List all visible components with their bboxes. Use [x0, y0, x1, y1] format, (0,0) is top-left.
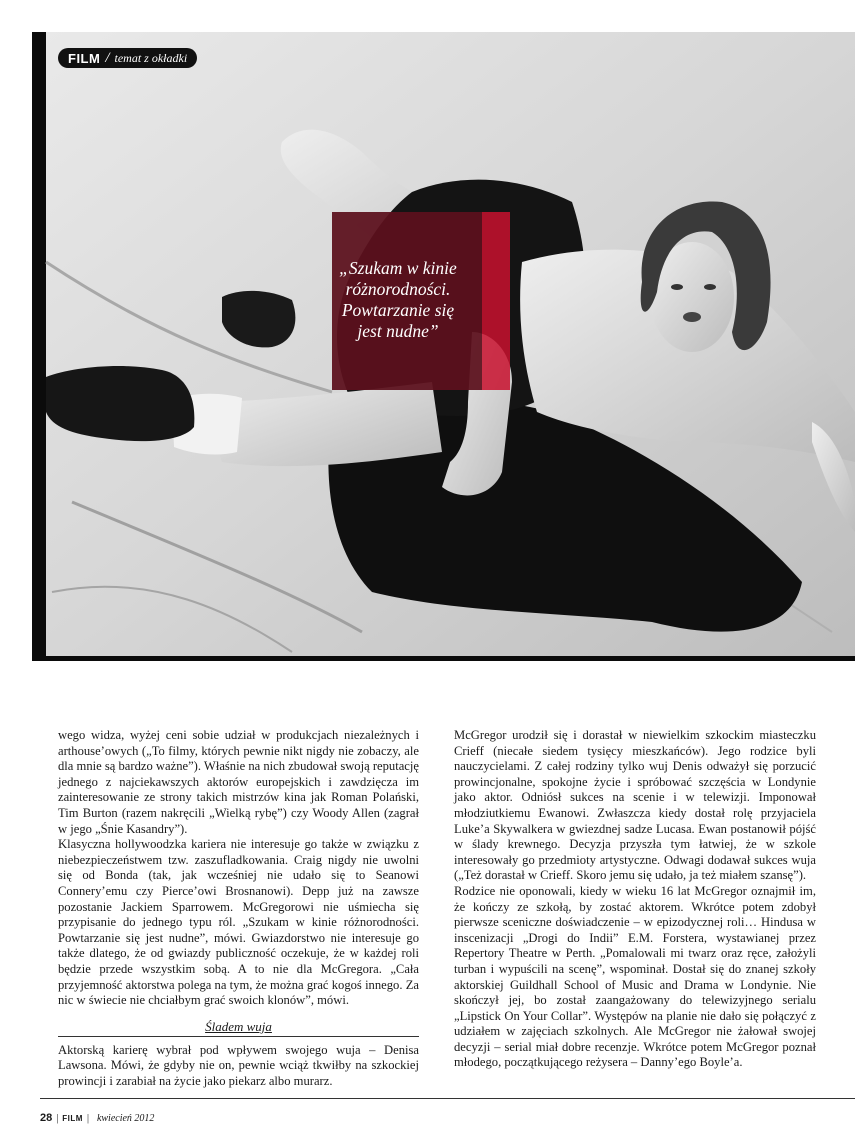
section-tag: [58, 48, 197, 68]
magazine-name: FILM: [62, 1113, 83, 1123]
subheading: [58, 1019, 419, 1037]
subheading-text: Śladem wuja: [205, 1018, 272, 1034]
pull-quote: „Szukam w kinie różnorodności. Powtarzanie się jest nudne”: [339, 258, 457, 341]
issue-date: kwiecień 2012: [96, 1112, 155, 1124]
section-label: FILM: [68, 50, 101, 66]
paragraph: wego widza, wyżej ceni sobie udział w produkcjach niezależnych i arthouse’owych („To filmy, których pewnie nikt nigdy nie zobaczy, ale dla mnie są bardzo ważne”). Właśnie na nich zbudował swoją reputację jednego z najciekawszych aktorów europejskich i zawdzięcza im zainteresowanie ze strony takich mistrzów kina jak Roman Polański, Tim Burton (razem nakręcili „Wielką rybę”) czy Woody Allen (zagrał w jego „Śnie Kasandry”).: [58, 728, 419, 836]
paragraph: McGregor urodził się i dorastał w niewielkim szkockim miasteczku Crieff (niecałe siedem tysięcy mieszkańców). Jego rodzice byli nauczycielami. Z całej rodziny tylko wuj Denis odważył się porzucić prowincjonalne, spokojne życie i spróbować szczęścia w Londynie jako aktor. Odniósł sukces na scenie i w telewizji. Imponował młodziutkiemu Ewanowi. Zwłaszcza kiedy dostał rolę przyjaciela Luke’a Skywalkera w gwiezdnej sadze Lucasa. Ewan postanowił pójść w ślady krewnego. Decyzja przyszła tym łatwiej, że w szkole interesowały go przedmioty artystyczne. Odwagi dodawał sukces wuja („Też dorastał w Crieff. Skoro jemu się udało, ja też miałem szansę”).: [454, 728, 816, 883]
section-sublabel: temat z okładki: [114, 50, 188, 65]
article-column-2: [454, 728, 816, 1071]
paragraph: Rodzice nie oponowali, kiedy w wieku 16 lat McGregor oznajmił im, że kończy ze szkołą, by zostać aktorem. Wkrótce potem zdobył pierwsze sceniczne doświadczenie – w epizodycznej roli… Hindusa w inscenizacji „Drogi do Indii” E.M. Forstera, wystawianej przez Repertory Theatre w Perth. „Pomalowali mi twarz oraz ręce, założyli turban i wypuścili na scenę”, wspominał. Dostał się do znanej szkoły aktorskiej Guildhall School of Music and Drama w Londynie. Nie skończył jej, bo został zaangażowany do telewizyjnego serialu „Lipstick On Your Collar”. Występów na planie nie dało się połączyć z udziałem w zajęciach szkolnych. Ale McGregor nie żałował swojej decyzji – serial miał dobre recenzje. Wkrótce potem McGregor poznał młodego, początkującego reżysera – Danny’ego Boyle’a.: [454, 883, 816, 1070]
footer-separator: |: [86, 1112, 89, 1124]
section-separator: /: [105, 49, 110, 66]
paragraph: Klasyczna hollywoodzka kariera nie interesuje go także w związku z niebezpieczeństwem tzw. zaszufladkowania. Craig nigdy nie uwolni się od Bonda (tak, jak wcześniej nie udało się to Seanowi Connery’emu czy Pierce’owi Brosnanowi). Depp już na zawsze pozostanie Jackiem Sparrowem. McGregorowi nie uśmiecha się przypisanie do jednego typu ról. „Szukam w kinie różnorodności. Powtarzanie się jest nudne”, mówi. Gwiazdorstwo nie interesuje go także dlatego, że od gwiazdy publiczność oczekuje, że w każdej roli będzie przede wszystkim sobą. A to nie dla McGregora. „Cała przyjemność aktorstwa polega na tym, że można grać kogoś innego. Za nic w świecie nie chciałbym grać swoich klonów”, mówi.: [58, 837, 419, 1008]
footer-separator: |: [56, 1112, 59, 1124]
article-column-1: [58, 728, 419, 1089]
page-footer: [40, 1112, 154, 1124]
page-number: 28: [40, 1112, 53, 1124]
paragraph: Aktorską karierę wybrał pod wpływem swojego wuja – Denisa Lawsona. Mówi, że gdyby nie on, pewnie wciąż tkwiłby na szkockiej prowincji i zarabiał na życie jako piekarz albo murarz.: [58, 1042, 419, 1088]
footer-rule: [40, 1098, 855, 1099]
